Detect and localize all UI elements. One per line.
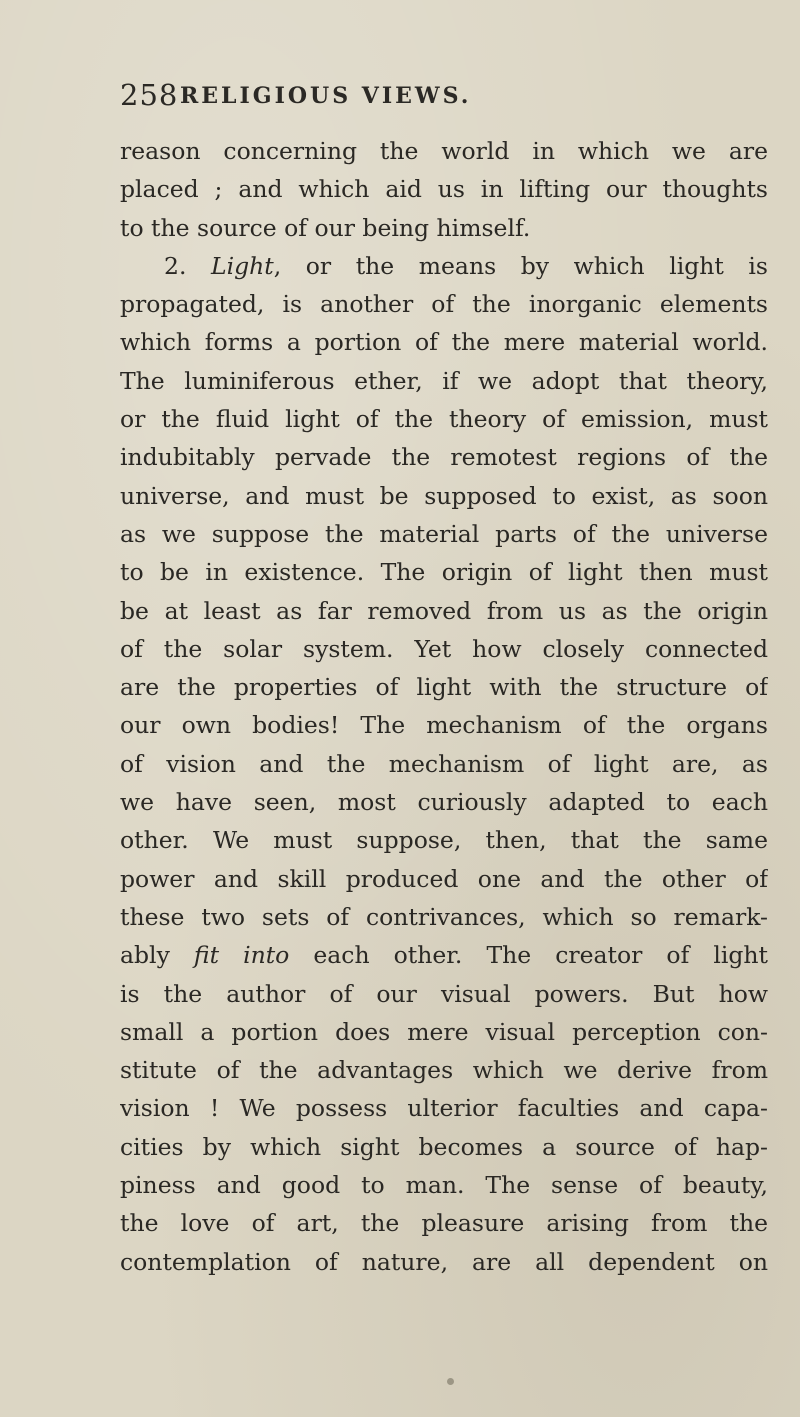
text-line: of the solar system. Yet how closely connected <box>120 634 768 663</box>
text-line: or the fluid light of the theory of emission, must <box>120 405 768 434</box>
text-line: piness and good to man. The sense of beauty, <box>120 1171 768 1200</box>
text-line: propagated, is another of the inorganic elements <box>120 290 768 319</box>
text-line: vision ! We possess ulterior faculties and capa- <box>120 1094 768 1123</box>
text-line: be at least as far removed from us as the origin <box>120 596 768 625</box>
text-line: our own bodies! The mechanism of the organs <box>120 711 768 740</box>
text-line: small a portion does mere visual perception con- <box>120 1017 768 1046</box>
text-line: to the source of our being himself. <box>120 213 531 242</box>
text-line: power and skill produced one and the other of <box>120 864 768 893</box>
text-line: we have seen, most curiously adapted to each <box>120 788 768 817</box>
text-line: are the properties of light with the structure of <box>120 673 768 702</box>
text-line: of vision and the mechanism of light are, as <box>120 749 768 778</box>
text-line: these two sets of contrivances, which so remark- <box>120 902 768 931</box>
text-line: indubitably pervade the remotest regions of the <box>120 443 768 472</box>
text-line: which forms a portion of the mere material world. <box>120 328 768 357</box>
italic-emphasis: fit into <box>193 941 290 970</box>
text-line: contemplation of nature, are all dependent on <box>120 1247 768 1276</box>
body-text <box>120 132 768 1281</box>
text-line: placed ; and which aid us in lifting our thoughts <box>120 175 768 204</box>
text-line: to be in existence. The origin of light then must <box>120 558 768 587</box>
page-number: 258 <box>120 78 179 112</box>
text-line: reason concerning the world in which we are <box>120 137 768 165</box>
ink-speck <box>447 1378 454 1385</box>
text-line: as we suppose the material parts of the universe <box>120 519 768 548</box>
text-line: stitute of the advantages which we derive from <box>120 1056 768 1085</box>
text-line: the love of art, the pleasure arising from the <box>120 1209 768 1238</box>
text-line: The luminiferous ether, if we adopt that theory, <box>120 366 768 395</box>
text-line-italic: ably fit into each other. The creator of light <box>120 941 768 970</box>
text-line-italic: 2. Light, or the means by which light is <box>164 251 768 280</box>
running-head <box>120 78 780 114</box>
text-line: other. We must suppose, then, that the same <box>120 826 768 855</box>
running-head-title: RELIGIOUS VIEWS. <box>180 83 472 109</box>
text-line: universe, and must be supposed to exist, as soon <box>120 481 768 510</box>
text-line: cities by which sight becomes a source of hap- <box>120 1132 768 1161</box>
text-line: is the author of our visual powers. But how <box>120 979 768 1008</box>
italic-emphasis: Light <box>210 251 274 280</box>
